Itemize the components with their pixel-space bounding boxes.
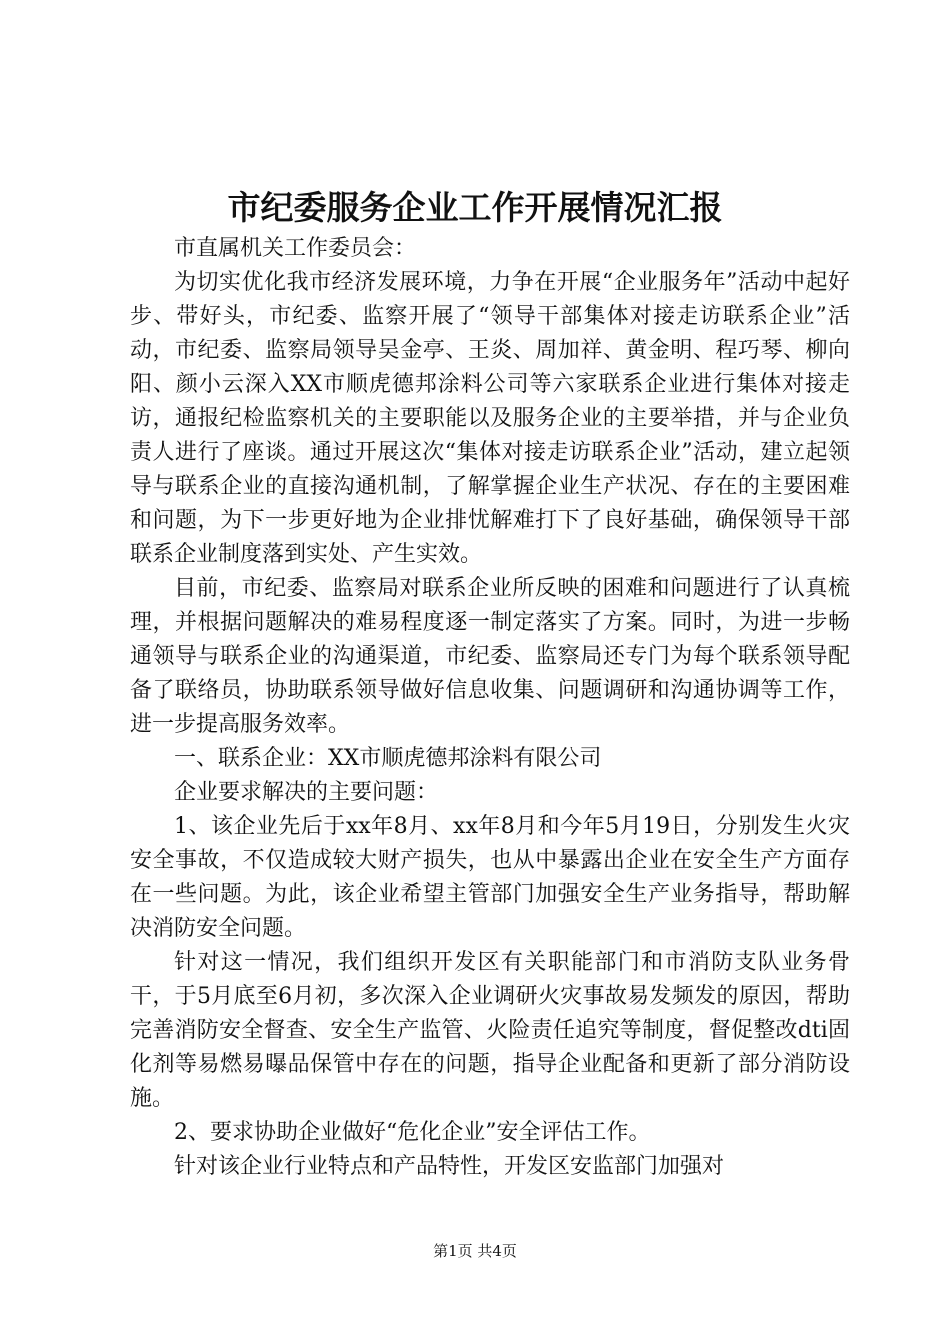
paragraph-progress: 目前，市纪委、监察局对联系企业所反映的困难和问题进行了认真梳理，并根据问题解决的难易程度逐一制定落实了方案。同时，为进一步畅通领导与联系企业的沟通渠道，市纪委、监察局还专门为每个联系领导配备了联络员，协助联系领导做好信息收集、问题调研和沟通协调等工作，进一步提高服务效率。 [130, 576, 850, 737]
section-heading: 一、联系企业：XX市顺虎德邦涂料有限公司 [174, 746, 602, 771]
document-title: 市纪委服务企业工作开展情况汇报 [227, 188, 723, 227]
page-footer: 第1页 共4页 [433, 1242, 517, 1260]
paragraph-intro: 为切实优化我市经济发展环境，力争在开展“企业服务年”活动中起好步、带好头，市纪委、监察开展了“领导干部集体对接走访联系企业”活动，市纪委、监察局领导吴金亭、王炎、周加祥、黄金明、程巧琴、柳向阳、颜小云深入XX市顺虎德邦涂料公司等六家联系企业进行集体对接走访，通报纪检监察机关的主要职能以及服务企业的主要举措，并与企业负责人进行了座谈。通过开展这次“集体对接走访联系企业”活动，建立起领导与联系企业的直接沟通机制，了解掌握企业生产状况、存在的主要困难和问题，为下一步更好地为企业排忧解难打下了良好基础，确保领导干部联系企业制度落到实处、产生实效。 [130, 270, 850, 567]
paragraph-item-1: 1、该企业先后于xx年8月、xx年8月和今年5月19日，分别发生火灾安全事故，不仅造成较大财产损失，也从中暴露出企业在安全生产方面存在一些问题。为此，该企业希望主管部门加强安全生产业务指导，帮助解决消防安全问题。 [130, 814, 850, 941]
paragraph-item-2: 2、要求协助企业做好“危化企业”安全评估工作。 [174, 1120, 651, 1145]
document-body [130, 232, 850, 1184]
salutation: 市直属机关工作委员会： [174, 236, 417, 261]
paragraph-response-2: 针对该企业行业特点和产品特性，开发区安监部门加强对 [174, 1154, 725, 1179]
paragraph-response-1: 针对这一情况，我们组织开发区有关职能部门和市消防支队业务骨干，于5月底至6月初，多次深入企业调研火灾事故易发频发的原因，帮助完善消防安全督查、安全生产监管、火险责任追究等制度，督促整改dti固化剂等易燃易曝品保管中存在的问题，指导企业配备和更新了部分消防设施。 [130, 950, 850, 1111]
subheading-problems: 企业要求解决的主要问题： [174, 780, 439, 805]
